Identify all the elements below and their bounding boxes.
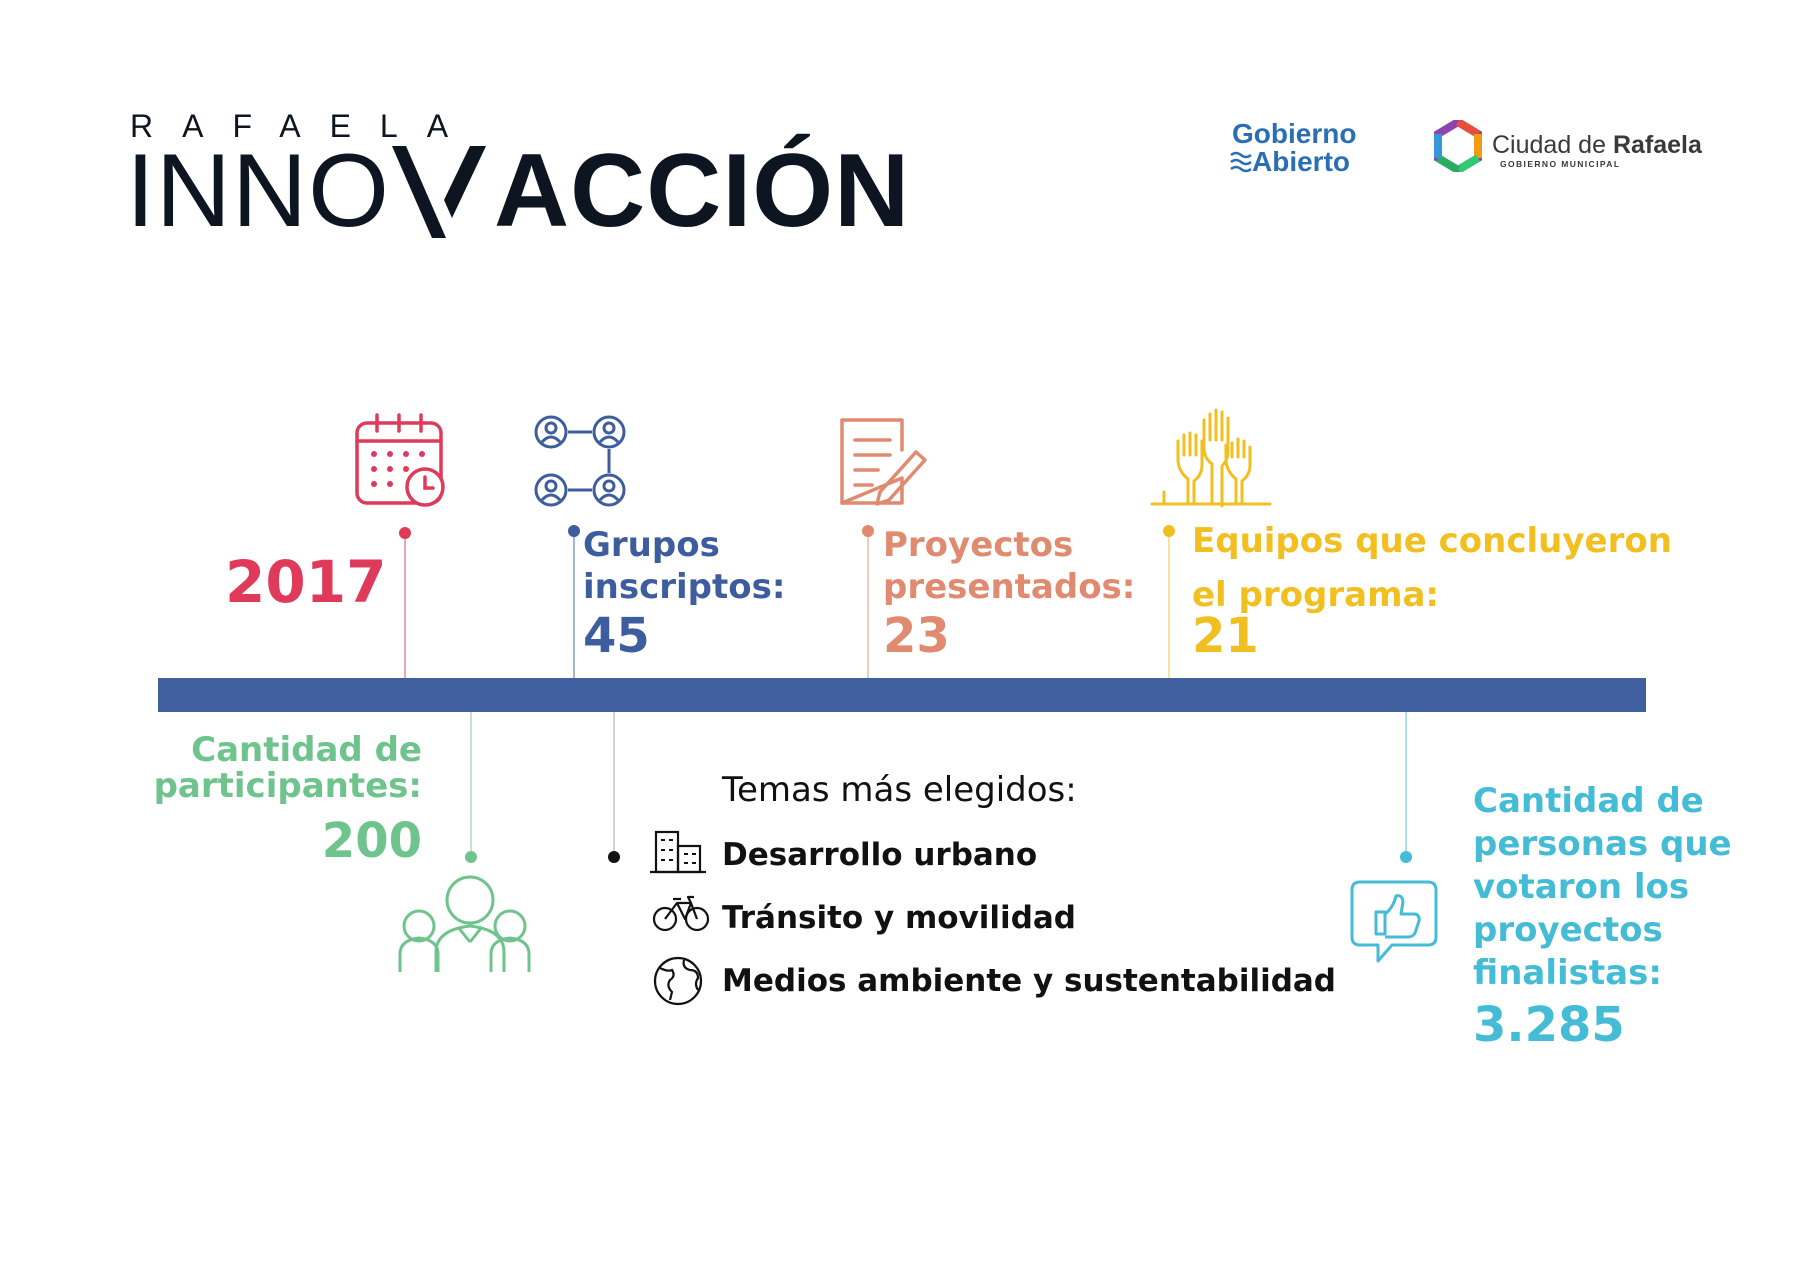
- brand-top-text: RAFAELA: [130, 108, 478, 144]
- gobierno-abierto-line2: Abierto: [1252, 146, 1350, 177]
- connector-participants: [465, 712, 477, 863]
- connector-year: [399, 527, 411, 678]
- topics-title: Temas más elegidos:: [722, 770, 1077, 810]
- bicycle-icon: [654, 897, 708, 930]
- connector-voters: [1400, 712, 1412, 863]
- calendar-clock-icon: [357, 415, 443, 505]
- teams-value: 21: [1192, 608, 1259, 664]
- projects-value: 23: [883, 608, 950, 664]
- connector-projects: [862, 525, 874, 678]
- connector-teams: [1163, 525, 1175, 678]
- topic-item-urban-development: Desarrollo urbano: [722, 837, 1038, 873]
- buildings-icon: [650, 832, 706, 872]
- ciudad-rafaela-name: Ciudad de Rafaela: [1492, 131, 1702, 159]
- brand-v-mark: [390, 138, 494, 238]
- connector-topics: [608, 712, 620, 863]
- participants-label: Cantidad de participantes:: [153, 730, 422, 806]
- ciudad-rafaela-subtitle: GOBIERNO MUNICIPAL: [1500, 159, 1621, 169]
- groups-label: Grupos inscriptos:: [583, 525, 786, 607]
- topic-item-environment: Medios ambiente y sustentabilidad: [722, 963, 1336, 999]
- teams-label: Equipos que concluyeron el programa:: [1192, 521, 1672, 615]
- voters-value: 3.285: [1473, 997, 1625, 1053]
- brand-main-left: INNO: [126, 133, 390, 249]
- brand-logo: [126, 133, 911, 249]
- voters-label: Cantidad de personas que votaron los proyectos finalistas:: [1473, 781, 1732, 993]
- topic-item-mobility: Tránsito y movilidad: [722, 900, 1076, 936]
- globe-icon: [655, 958, 701, 1004]
- ciudad-rafaela-logo-icon: [1432, 120, 1484, 172]
- document-pen-icon: [842, 420, 925, 504]
- year-value: 2017: [225, 548, 387, 616]
- brand-main-right: ACCIÓN: [494, 133, 911, 249]
- projects-label: Proyectos presentados:: [883, 525, 1136, 607]
- groups-value: 45: [583, 608, 650, 664]
- thumbs-up-chat-icon: [1352, 882, 1436, 961]
- raised-hands-icon: [1152, 410, 1270, 506]
- participants-value: 200: [321, 813, 422, 869]
- network-people-icon: [536, 417, 624, 505]
- timeline-bar: [158, 678, 1646, 712]
- people-group-icon: [400, 877, 529, 972]
- gobierno-abierto-waves-icon: [1230, 150, 1252, 174]
- gobierno-abierto-line1: Gobierno: [1232, 118, 1357, 149]
- connector-groups: [568, 525, 580, 678]
